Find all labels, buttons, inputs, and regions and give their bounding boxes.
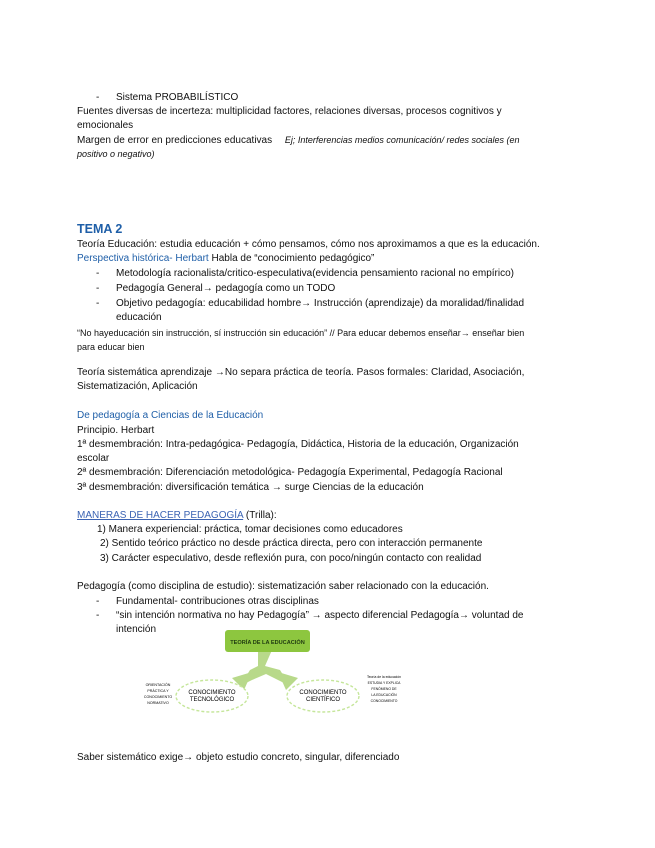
numbered-item: 2) Sentido teórico práctico no desde práctica directa, pero con interacción permanente [100, 538, 483, 549]
bullet-dash: - [96, 92, 100, 103]
text-line: Saber sistemático exige→ objeto estudio concreto, singular, diferenciado [77, 752, 400, 763]
text-line: Teoría Educación: estudia educación + cómo pensamos, cómo nos aproximamos a que es la educación. [77, 239, 540, 250]
side-note: PRÁCTICA Y [147, 689, 169, 693]
subheading: Perspectiva histórica- Herbart [77, 253, 209, 264]
sci-knowledge-oval [287, 680, 359, 712]
text-line: Sistematización, Aplicación [77, 381, 198, 392]
text-fragment: (Trilla): [243, 510, 277, 521]
text-line: escolar [77, 453, 110, 464]
side-note: ESTUDIA Y EXPLICA [367, 681, 401, 685]
list-item: “sin intención normativa no hay Pedagogía” → aspecto diferencial Pedagogía→ voluntad de [116, 610, 524, 621]
side-note: CONOCIMIENTO [143, 695, 173, 699]
bullet-dash: - [96, 610, 100, 621]
bullet-dash: - [96, 268, 100, 279]
bullet-dash: - [96, 283, 100, 294]
oval-label: CONOCIMIENTO [299, 690, 347, 696]
oval-label: TECNOLÓGICO [189, 697, 235, 703]
bullet-dash: - [96, 298, 100, 309]
subheading: De pedagogía a Ciencias de la Educación [77, 410, 264, 421]
list-item: Objetivo pedagogía: educabilidad hombre→ Instrucción (aprendizaje) da moralidad/finalidad [116, 298, 525, 309]
quote-line: para educar bien [77, 342, 145, 352]
side-note: NORMATIVO [147, 701, 169, 705]
text-line: Teoría sistemática aprendizaje →No separa práctica de teoría. Pasos formales: Claridad, Asociación, [77, 367, 525, 378]
text-line: 1ª desmembración: Intra-pedagógica- Pedagogía, Didáctica, Historia de la educación, Organización [77, 439, 519, 450]
example-text: Ej; Interferencias medios comunicación/ redes sociales (en [284, 135, 520, 145]
text-line: 2ª desmembración: Diferenciación metodológica- Pedagogía Experimental, Pedagogía Racional [77, 467, 503, 478]
text-line [77, 510, 277, 522]
side-note: ORIENTACIÓN [145, 683, 171, 687]
list-item: Metodología racionalista/critico-especulativa(evidencia pensamiento racional no empírico) [116, 268, 514, 279]
underlined-heading: MANERAS DE HACER PEDAGOGÍA [77, 510, 244, 521]
text-line: Pedagogía (como disciplina de estudio): sistematización saber relacionado con la educación. [77, 581, 489, 592]
tech-knowledge-oval [176, 680, 248, 712]
text-line: Fuentes diversas de incerteza: multiplicidad factores, relaciones diversas, procesos cognitivos y [77, 106, 502, 117]
text-fragment: Margen de error en predicciones educativas [77, 135, 273, 146]
section-title: TEMA 2 [77, 222, 123, 236]
text-line: Principio. Herbart [77, 425, 155, 436]
education-theory-diagram [140, 628, 410, 720]
numbered-item: 1) Manera experiencial: práctica, tomar decisiones como educadores [97, 524, 403, 535]
list-item: intención [116, 624, 157, 635]
side-note: Teoría de la educación [366, 675, 402, 679]
list-item: Fundamental- contribuciones otras disciplinas [116, 596, 319, 607]
text-line: emocionales [77, 120, 134, 131]
list-item: educación [116, 312, 162, 323]
text-line: 3ª desmembración: diversificación temática → surge Ciencias de la educación [77, 482, 424, 493]
oval-label: CONOCIMIENTO [188, 690, 236, 696]
text-line [77, 134, 520, 147]
bullet-dash: - [96, 596, 100, 607]
quote-line: “No hayeducación sin instrucción, sí instrucción sin educación” // Para educar debemos enseñar→ enseñar bien [77, 328, 525, 338]
oval-label: CIENTÍFICO [306, 697, 340, 703]
numbered-item: 3) Carácter especulativo, desde reflexión pura, con poco/ningún contacto con realidad [100, 553, 482, 564]
theory-box-label: TEORÍA DE LA EDUCACIÓN [230, 640, 305, 646]
text-fragment: Habla de “conocimiento pedagógico” [208, 253, 375, 264]
example-text: positivo o negativo) [77, 149, 155, 159]
side-note: FENÓMENO DE [371, 687, 397, 691]
text-line [77, 253, 374, 265]
text-line: Sistema PROBABILÍSTICO [116, 92, 239, 103]
side-note: LA EDUCACIÓN [371, 693, 397, 697]
side-note: CONOCIMIENTO [370, 699, 398, 703]
list-item: Pedagogía General→ pedagogía como un TODO [116, 283, 336, 294]
